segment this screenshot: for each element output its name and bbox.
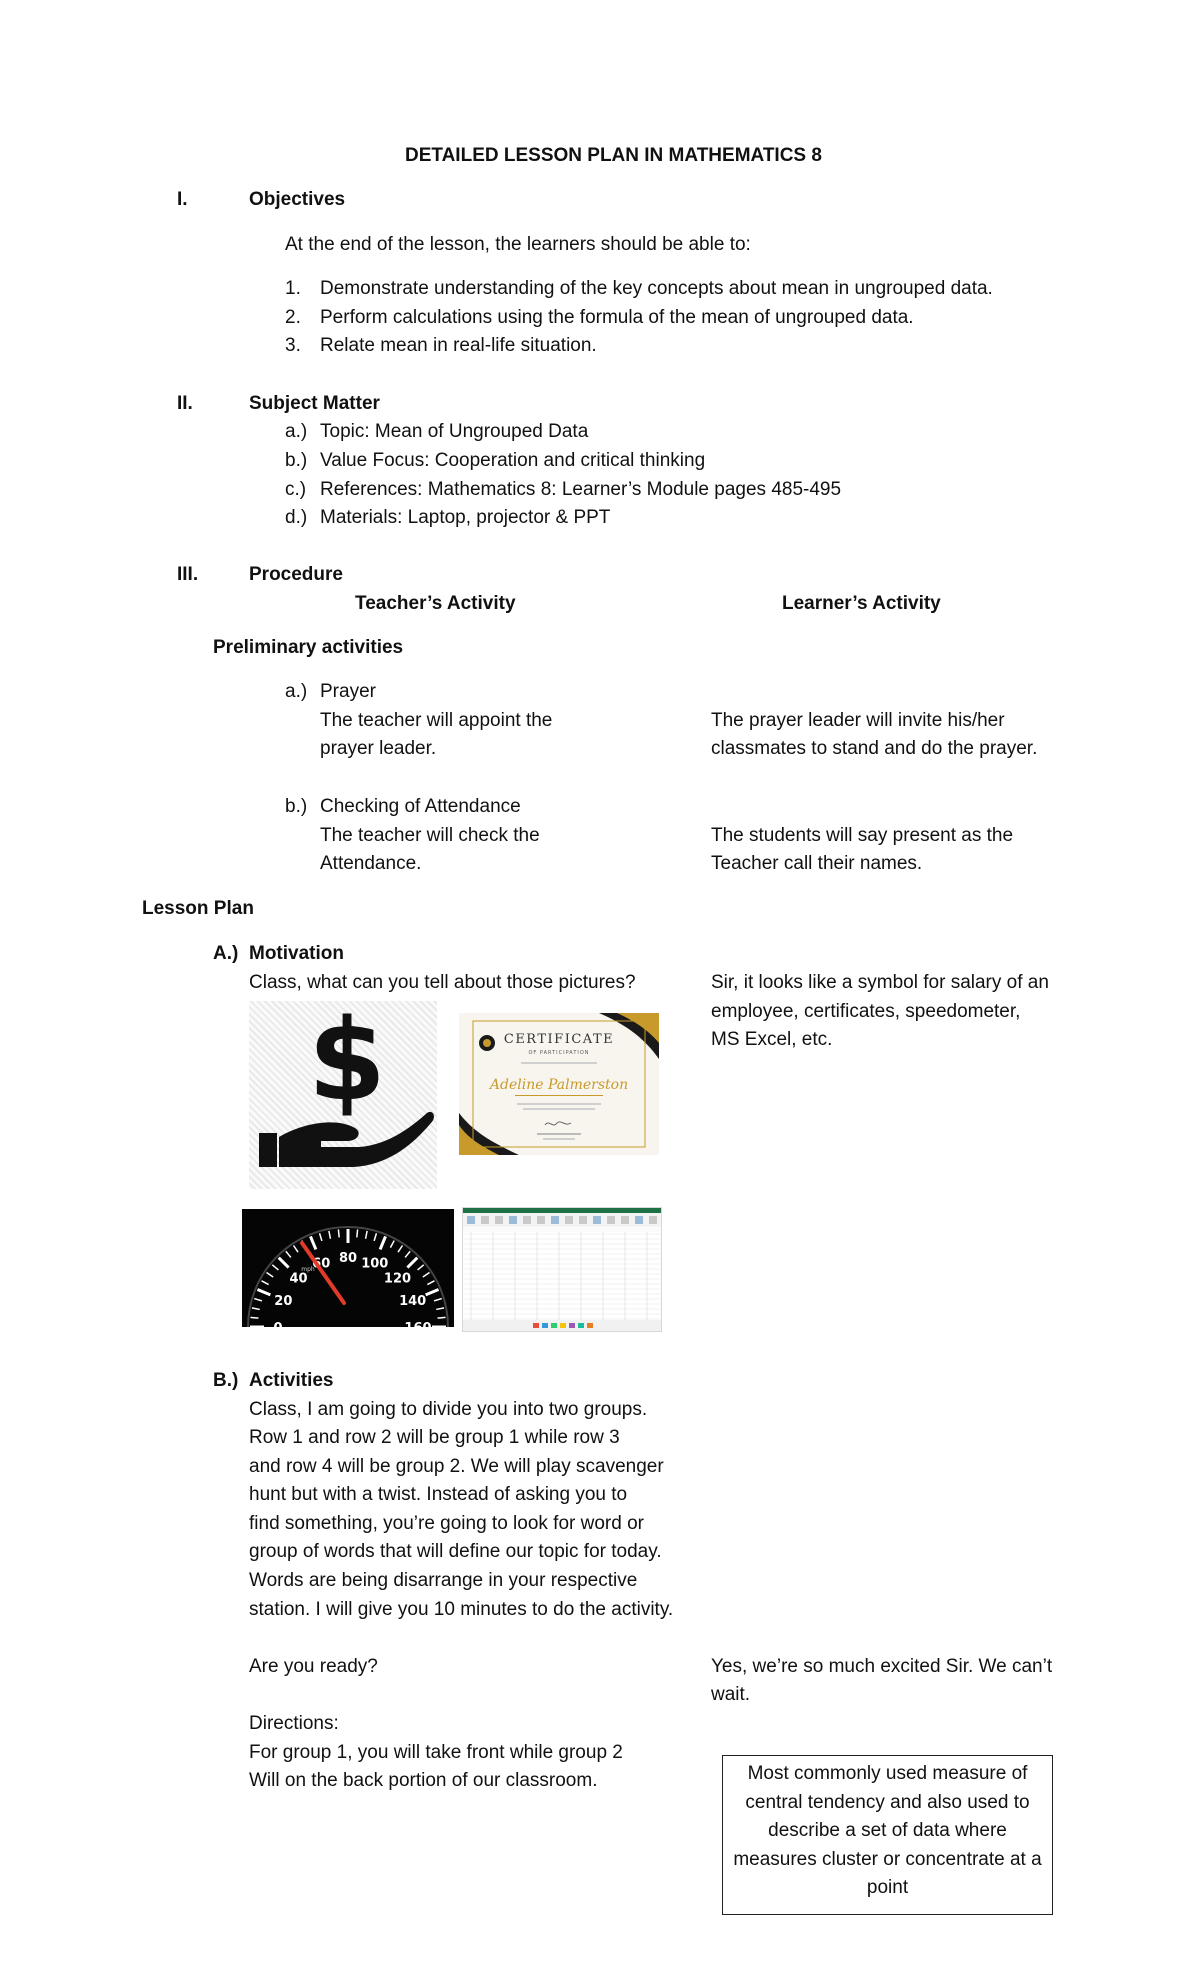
speedometer-tick bbox=[338, 1229, 339, 1237]
activities-paragraph-line: and row 4 will be group 2. We will play scavenger bbox=[249, 1456, 664, 1477]
subject-item-label: d.) bbox=[285, 507, 308, 528]
speedometer-tick bbox=[434, 1299, 442, 1301]
speedometer-tick-label: 160 bbox=[404, 1321, 432, 1336]
objectives-intro: At the end of the lesson, the learners should be able to: bbox=[285, 234, 751, 255]
ms-excel-screenshot bbox=[462, 1207, 662, 1332]
speedometer-tick bbox=[252, 1308, 260, 1310]
speedometer-tick bbox=[423, 1273, 430, 1277]
speedometer-tick bbox=[436, 1308, 444, 1310]
objective-number: 1. bbox=[285, 278, 301, 299]
attendance-learner-line: The students will say present as the bbox=[711, 825, 1014, 846]
attendance-learner-line: Teacher call their names. bbox=[711, 853, 923, 874]
prayer-teacher-line: The teacher will appoint the bbox=[320, 710, 553, 731]
attendance-teacher-line: Attendance. bbox=[320, 853, 422, 874]
taskbar-app-icon bbox=[578, 1323, 584, 1328]
speedometer-tick bbox=[254, 1299, 262, 1301]
speedometer-needle bbox=[302, 1243, 344, 1303]
speedometer-tick-label: 20 bbox=[274, 1294, 293, 1310]
speedometer-tick bbox=[418, 1265, 424, 1270]
speedometer-tick bbox=[407, 1258, 417, 1268]
excel-ribbon bbox=[463, 1213, 661, 1227]
ready-question: Are you ready? bbox=[249, 1656, 378, 1677]
certificate-subtitle: OF PARTICIPATION bbox=[528, 1050, 590, 1056]
taskbar-app-icon bbox=[569, 1323, 575, 1328]
learner-activity-column-header: Learner’s Activity bbox=[782, 593, 941, 614]
speedometer-tick bbox=[427, 1281, 434, 1285]
teacher-activity-column-header: Teacher’s Activity bbox=[355, 593, 516, 614]
section-numeral-subject-matter: II. bbox=[177, 393, 193, 414]
activities-paragraph-line: find something, you’re going to look for word or bbox=[249, 1513, 644, 1534]
taskbar-app-icon bbox=[551, 1323, 557, 1328]
speedometer-dial bbox=[242, 1209, 454, 1336]
activities-title: Activities bbox=[249, 1370, 334, 1391]
speedometer-tick-label: 0 bbox=[273, 1321, 283, 1336]
speedometer-tick-label: 140 bbox=[399, 1294, 427, 1310]
speedometer-tick bbox=[262, 1281, 269, 1285]
prayer-learner-line: classmates to stand and do the prayer. bbox=[711, 738, 1038, 759]
subject-matter-heading: Subject Matter bbox=[249, 393, 380, 414]
excel-formula-bar bbox=[463, 1228, 661, 1232]
prayer-title: Prayer bbox=[320, 681, 376, 702]
ready-answer-line: wait. bbox=[711, 1684, 751, 1705]
speedometer-tick bbox=[374, 1233, 376, 1241]
speedometer-tick bbox=[398, 1246, 402, 1253]
activities-paragraph-line: Words are being disarrange in your respective bbox=[249, 1570, 638, 1591]
objective-number: 2. bbox=[285, 307, 301, 328]
taskbar-app-icon bbox=[533, 1323, 539, 1328]
definition-box: Most commonly used measure of central tendency and also used to describe a set of data where measures cluster or concentrate at a point bbox=[722, 1755, 1053, 1915]
subject-item-label: c.) bbox=[285, 479, 307, 500]
speedometer-tick bbox=[257, 1289, 270, 1294]
preliminary-activities-heading: Preliminary activities bbox=[213, 637, 404, 658]
section-numeral-objectives: I. bbox=[177, 189, 188, 210]
speedometer-tick bbox=[357, 1229, 358, 1237]
certificate-title: CERTIFICATE bbox=[503, 1032, 615, 1047]
certificate-name: Adeline Palmerston bbox=[489, 1077, 629, 1093]
excel-ribbon-button-icon bbox=[565, 1216, 573, 1224]
subject-item-text: Topic: Mean of Ungrouped Data bbox=[320, 421, 589, 442]
excel-ribbon-button-icon bbox=[467, 1216, 475, 1224]
excel-ribbon-button-icon bbox=[593, 1216, 601, 1224]
svg-text:$: $ bbox=[308, 996, 386, 1126]
activities-paragraph-line: Class, I am going to divide you into two groups. bbox=[249, 1399, 648, 1420]
motivation-learner-line: MS Excel, etc. bbox=[711, 1029, 833, 1050]
speedometer-tick bbox=[380, 1236, 385, 1249]
subject-item-text: Materials: Laptop, projector & PPT bbox=[320, 507, 611, 528]
ready-answer-line: Yes, we’re so much excited Sir. We can’t bbox=[711, 1656, 1053, 1677]
objective-text: Relate mean in real-life situation. bbox=[320, 335, 597, 356]
subject-item-text: References: Mathematics 8: Learner’s Module pages 485-495 bbox=[320, 479, 842, 500]
directions-line: For group 1, you will take front while group 2 bbox=[249, 1742, 623, 1763]
speedometer-tick bbox=[286, 1251, 291, 1257]
excel-ribbon-button-icon bbox=[509, 1216, 517, 1224]
speedometer-tick-label: 60 bbox=[312, 1256, 331, 1272]
speedometer-image bbox=[242, 1209, 454, 1336]
salary-hand-dollar-image bbox=[249, 996, 437, 1189]
speedometer-tick-label: 40 bbox=[289, 1271, 308, 1287]
excel-ribbon-button-icon bbox=[495, 1216, 503, 1224]
motivation-title: Motivation bbox=[249, 943, 344, 964]
directions-label: Directions: bbox=[249, 1713, 339, 1734]
speedometer-tick bbox=[294, 1246, 298, 1253]
lesson-plan-heading: Lesson Plan bbox=[142, 898, 254, 919]
excel-ribbon-button-icon bbox=[621, 1216, 629, 1224]
taskbar-app-icon bbox=[560, 1323, 566, 1328]
excel-ribbon-button-icon bbox=[481, 1216, 489, 1224]
objectives-heading: Objectives bbox=[249, 189, 346, 210]
excel-ribbon-button-icon bbox=[649, 1216, 657, 1224]
certificate-icon bbox=[459, 1013, 659, 1155]
speedometer-tick bbox=[272, 1265, 278, 1270]
taskbar-app-icon bbox=[542, 1323, 548, 1328]
prayer-label: a.) bbox=[285, 681, 308, 702]
speedometer-tick-label: 80 bbox=[338, 1251, 358, 1266]
prayer-learner-line: The prayer leader will invite his/her bbox=[711, 710, 1005, 731]
speedometer-tick bbox=[310, 1236, 315, 1249]
speedometer-tick bbox=[438, 1317, 446, 1318]
activities-label: B.) bbox=[213, 1370, 239, 1391]
objective-number: 3. bbox=[285, 335, 301, 356]
directions-line: Will on the back portion of our classroom. bbox=[249, 1770, 598, 1791]
excel-ribbon-button-icon bbox=[537, 1216, 545, 1224]
subject-item-label: b.) bbox=[285, 450, 308, 471]
speedometer-tick bbox=[390, 1241, 394, 1248]
speedometer-tick bbox=[267, 1273, 274, 1277]
objective-text: Perform calculations using the formula of the mean of ungrouped data. bbox=[320, 307, 914, 328]
subject-item-label: a.) bbox=[285, 421, 308, 442]
speedometer-tick bbox=[405, 1251, 410, 1257]
attendance-title: Checking of Attendance bbox=[320, 796, 521, 817]
spreadsheet-grid-icon bbox=[463, 1208, 661, 1331]
activities-paragraph-line: hunt but with a twist. Instead of asking you to bbox=[249, 1484, 628, 1505]
speedometer-tick bbox=[279, 1258, 289, 1268]
excel-ribbon-button-icon bbox=[607, 1216, 615, 1224]
excel-ribbon-button-icon bbox=[523, 1216, 531, 1224]
dollar-hand-icon bbox=[249, 996, 437, 1189]
objective-text: Demonstrate understanding of the key concepts about mean in ungrouped data. bbox=[320, 278, 993, 299]
prayer-teacher-line: prayer leader. bbox=[320, 738, 437, 759]
activities-paragraph-line: station. I will give you 10 minutes to do the activity. bbox=[249, 1599, 674, 1620]
speedometer-tick bbox=[320, 1233, 322, 1241]
procedure-heading: Procedure bbox=[249, 564, 343, 585]
subject-item-text: Value Focus: Cooperation and critical thinking bbox=[320, 450, 706, 471]
excel-ribbon-button-icon bbox=[579, 1216, 587, 1224]
speedometer-tick bbox=[426, 1289, 439, 1294]
speedometer-tick bbox=[366, 1231, 368, 1239]
excel-ribbon-button-icon bbox=[635, 1216, 643, 1224]
attendance-teacher-line: The teacher will check the bbox=[320, 825, 540, 846]
speedometer-unit: mph bbox=[301, 1266, 315, 1273]
speedometer-tick-label: 100 bbox=[361, 1256, 389, 1272]
section-numeral-procedure: III. bbox=[177, 564, 199, 585]
speedometer-tick bbox=[250, 1317, 258, 1318]
excel-ribbon-button-icon bbox=[551, 1216, 559, 1224]
motivation-learner-line: Sir, it looks like a symbol for salary of an bbox=[711, 972, 1049, 993]
motivation-label: A.) bbox=[213, 943, 239, 964]
speedometer-tick bbox=[329, 1231, 331, 1239]
motivation-learner-line: employee, certificates, speedometer, bbox=[711, 1001, 1021, 1022]
activities-paragraph-line: group of words that will define our topic for today. bbox=[249, 1541, 662, 1562]
motivation-teacher-question: Class, what can you tell about those pictures? bbox=[249, 972, 636, 993]
excel-title-bar bbox=[463, 1208, 661, 1213]
activities-paragraph-line: Row 1 and row 2 will be group 1 while row 3 bbox=[249, 1427, 620, 1448]
page-title: DETAILED LESSON PLAN IN MATHEMATICS 8 bbox=[405, 145, 822, 166]
certificate-image bbox=[459, 1013, 659, 1155]
speedometer-tick-label: 120 bbox=[383, 1271, 412, 1287]
taskbar-app-icon bbox=[587, 1323, 593, 1328]
attendance-label: b.) bbox=[285, 796, 308, 817]
